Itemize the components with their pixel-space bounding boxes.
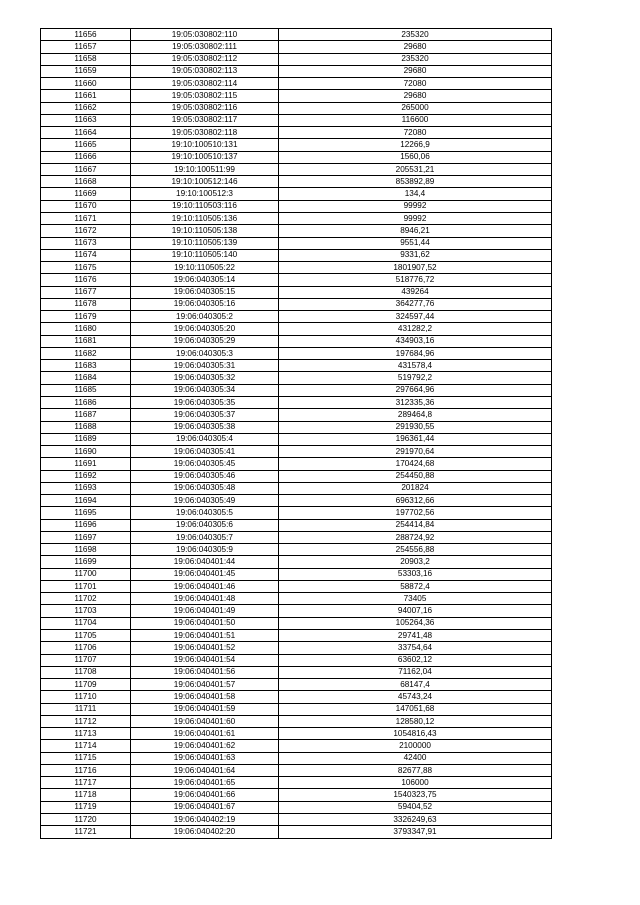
row-number-cell: 11716 <box>41 764 131 776</box>
row-number-cell: 11704 <box>41 617 131 629</box>
table-row <box>41 654 552 666</box>
row-number-cell: 11666 <box>41 151 131 163</box>
table-row <box>41 507 552 519</box>
row-number-cell: 11668 <box>41 176 131 188</box>
table-row <box>41 225 552 237</box>
value-cell: 265000 <box>279 102 552 114</box>
table-row <box>41 580 552 592</box>
value-cell: 431282,2 <box>279 323 552 335</box>
table-row <box>41 801 552 813</box>
table-row <box>41 814 552 826</box>
row-number-cell: 11710 <box>41 691 131 703</box>
value-cell: 170424,68 <box>279 458 552 470</box>
table-row <box>41 311 552 323</box>
table-row <box>41 90 552 102</box>
row-number-cell: 11693 <box>41 482 131 494</box>
table-row <box>41 752 552 764</box>
table-row <box>41 335 552 347</box>
cadastral-number-cell: 19:06:040305:6 <box>131 519 279 531</box>
row-number-cell: 11715 <box>41 752 131 764</box>
cadastral-number-cell: 19:05:030802:113 <box>131 65 279 77</box>
value-cell: 519792,2 <box>279 372 552 384</box>
value-cell: 235320 <box>279 53 552 65</box>
cadastral-number-cell: 19:06:040305:15 <box>131 286 279 298</box>
row-number-cell: 11679 <box>41 311 131 323</box>
value-cell: 71162,04 <box>279 666 552 678</box>
row-number-cell: 11691 <box>41 458 131 470</box>
row-number-cell: 11660 <box>41 78 131 90</box>
row-number-cell: 11708 <box>41 666 131 678</box>
row-number-cell: 11663 <box>41 114 131 126</box>
cadastral-number-cell: 19:06:040401:63 <box>131 752 279 764</box>
row-number-cell: 11695 <box>41 507 131 519</box>
table-row <box>41 593 552 605</box>
value-cell: 2100000 <box>279 740 552 752</box>
value-cell: 431578,4 <box>279 360 552 372</box>
value-cell: 68147,4 <box>279 679 552 691</box>
table-row <box>41 41 552 53</box>
row-number-cell: 11674 <box>41 249 131 261</box>
value-cell: 254450,88 <box>279 470 552 482</box>
value-cell: 12266,9 <box>279 139 552 151</box>
table-row <box>41 482 552 494</box>
cadastral-number-cell: 19:06:040305:3 <box>131 347 279 359</box>
table-row <box>41 65 552 77</box>
table-row <box>41 212 552 224</box>
row-number-cell: 11682 <box>41 347 131 359</box>
table-row <box>41 777 552 789</box>
cadastral-number-cell: 19:05:030802:115 <box>131 90 279 102</box>
value-cell: 147051,68 <box>279 703 552 715</box>
value-cell: 58872,4 <box>279 580 552 592</box>
cadastral-number-cell: 19:05:030802:116 <box>131 102 279 114</box>
row-number-cell: 11705 <box>41 630 131 642</box>
row-number-cell: 11661 <box>41 90 131 102</box>
cadastral-number-cell: 19:06:040305:46 <box>131 470 279 482</box>
value-cell: 439264 <box>279 286 552 298</box>
row-number-cell: 11719 <box>41 801 131 813</box>
row-number-cell: 11664 <box>41 127 131 139</box>
row-number-cell: 11711 <box>41 703 131 715</box>
value-cell: 853892,89 <box>279 176 552 188</box>
cadastral-number-cell: 19:06:040401:62 <box>131 740 279 752</box>
cadastral-number-cell: 19:10:110505:139 <box>131 237 279 249</box>
cadastral-number-cell: 19:06:040401:54 <box>131 654 279 666</box>
cadastral-number-cell: 19:06:040401:57 <box>131 679 279 691</box>
cadastral-number-cell: 19:10:100510:131 <box>131 139 279 151</box>
table-row <box>41 274 552 286</box>
cadastral-number-cell: 19:06:040305:32 <box>131 372 279 384</box>
table-row <box>41 642 552 654</box>
cadastral-number-cell: 19:06:040401:56 <box>131 666 279 678</box>
value-cell: 29680 <box>279 90 552 102</box>
cadastral-number-cell: 19:06:040401:60 <box>131 715 279 727</box>
value-cell: 116600 <box>279 114 552 126</box>
cadastral-number-cell: 19:06:040401:59 <box>131 703 279 715</box>
cadastral-number-cell: 19:06:040305:49 <box>131 495 279 507</box>
table-row <box>41 286 552 298</box>
value-cell: 9331,62 <box>279 249 552 261</box>
cadastral-number-cell: 19:06:040401:67 <box>131 801 279 813</box>
value-cell: 128580,12 <box>279 715 552 727</box>
cadastral-number-cell: 19:10:110505:140 <box>131 249 279 261</box>
table-row <box>41 519 552 531</box>
table-row <box>41 151 552 163</box>
table-body <box>41 29 552 839</box>
table-row <box>41 740 552 752</box>
value-cell: 1801907,52 <box>279 262 552 274</box>
cadastral-number-cell: 19:06:040401:45 <box>131 568 279 580</box>
cadastral-number-cell: 19:06:040401:51 <box>131 630 279 642</box>
cadastral-number-cell: 19:05:030802:111 <box>131 41 279 53</box>
row-number-cell: 11675 <box>41 262 131 274</box>
table-row <box>41 200 552 212</box>
value-cell: 82677,88 <box>279 764 552 776</box>
value-cell: 201824 <box>279 482 552 494</box>
row-number-cell: 11662 <box>41 102 131 114</box>
row-number-cell: 11656 <box>41 29 131 41</box>
table-row <box>41 29 552 41</box>
table-row <box>41 409 552 421</box>
value-cell: 324597,44 <box>279 311 552 323</box>
table-row <box>41 384 552 396</box>
row-number-cell: 11714 <box>41 740 131 752</box>
row-number-cell: 11678 <box>41 298 131 310</box>
row-number-cell: 11699 <box>41 556 131 568</box>
value-cell: 291930,55 <box>279 421 552 433</box>
row-number-cell: 11667 <box>41 163 131 175</box>
table-row <box>41 666 552 678</box>
table-row <box>41 188 552 200</box>
cadastral-number-cell: 19:06:040305:5 <box>131 507 279 519</box>
cadastral-number-cell: 19:10:110505:136 <box>131 212 279 224</box>
cadastral-number-cell: 19:10:100511:99 <box>131 163 279 175</box>
row-number-cell: 11692 <box>41 470 131 482</box>
table-row <box>41 826 552 838</box>
cadastral-number-cell: 19:06:040401:48 <box>131 593 279 605</box>
value-cell: 29741,48 <box>279 630 552 642</box>
cadastral-number-cell: 19:06:040401:46 <box>131 580 279 592</box>
table-row <box>41 703 552 715</box>
cadastral-number-cell: 19:06:040401:65 <box>131 777 279 789</box>
value-cell: 196361,44 <box>279 433 552 445</box>
cadastral-number-cell: 19:05:030802:118 <box>131 127 279 139</box>
table-row <box>41 114 552 126</box>
table-row <box>41 728 552 740</box>
table-row <box>41 249 552 261</box>
cadastral-number-cell: 19:10:110505:138 <box>131 225 279 237</box>
cadastral-number-cell: 19:10:110505:22 <box>131 262 279 274</box>
table-row <box>41 53 552 65</box>
row-number-cell: 11707 <box>41 654 131 666</box>
value-cell: 297664,96 <box>279 384 552 396</box>
value-cell: 254414,84 <box>279 519 552 531</box>
row-number-cell: 11713 <box>41 728 131 740</box>
row-number-cell: 11673 <box>41 237 131 249</box>
table-row <box>41 556 552 568</box>
value-cell: 9551,44 <box>279 237 552 249</box>
value-cell: 696312,66 <box>279 495 552 507</box>
cadastral-number-cell: 19:06:040401:44 <box>131 556 279 568</box>
value-cell: 254556,88 <box>279 544 552 556</box>
value-cell: 197684,96 <box>279 347 552 359</box>
cadastral-number-cell: 19:06:040401:50 <box>131 617 279 629</box>
cadastral-number-cell: 19:05:030802:110 <box>131 29 279 41</box>
cadastral-number-cell: 19:06:040305:34 <box>131 384 279 396</box>
table-row <box>41 764 552 776</box>
table-row <box>41 102 552 114</box>
table-row <box>41 237 552 249</box>
cadastral-number-cell: 19:06:040402:20 <box>131 826 279 838</box>
row-number-cell: 11696 <box>41 519 131 531</box>
row-number-cell: 11684 <box>41 372 131 384</box>
row-number-cell: 11694 <box>41 495 131 507</box>
table-row <box>41 789 552 801</box>
value-cell: 1560,06 <box>279 151 552 163</box>
value-cell: 73405 <box>279 593 552 605</box>
cadastral-number-cell: 19:06:040401:49 <box>131 605 279 617</box>
cadastral-number-cell: 19:06:040402:19 <box>131 814 279 826</box>
table-row <box>41 421 552 433</box>
row-number-cell: 11703 <box>41 605 131 617</box>
row-number-cell: 11697 <box>41 531 131 543</box>
cadastral-number-cell: 19:06:040305:20 <box>131 323 279 335</box>
cadastral-number-cell: 19:06:040305:14 <box>131 274 279 286</box>
table-row <box>41 531 552 543</box>
row-number-cell: 11689 <box>41 433 131 445</box>
table-row <box>41 163 552 175</box>
row-number-cell: 11700 <box>41 568 131 580</box>
value-cell: 518776,72 <box>279 274 552 286</box>
cadastral-number-cell: 19:06:040401:58 <box>131 691 279 703</box>
cadastral-number-cell: 19:06:040401:52 <box>131 642 279 654</box>
value-cell: 8946,21 <box>279 225 552 237</box>
table-row <box>41 544 552 556</box>
table-row <box>41 372 552 384</box>
row-number-cell: 11702 <box>41 593 131 605</box>
row-number-cell: 11665 <box>41 139 131 151</box>
table-row <box>41 347 552 359</box>
cadastral-number-cell: 19:06:040305:4 <box>131 433 279 445</box>
value-cell: 33754,64 <box>279 642 552 654</box>
row-number-cell: 11685 <box>41 384 131 396</box>
value-cell: 289464,8 <box>279 409 552 421</box>
value-cell: 42400 <box>279 752 552 764</box>
cadastral-number-cell: 19:05:030802:114 <box>131 78 279 90</box>
cadastral-number-cell: 19:06:040305:31 <box>131 360 279 372</box>
row-number-cell: 11659 <box>41 65 131 77</box>
table-row <box>41 691 552 703</box>
value-cell: 1054816,43 <box>279 728 552 740</box>
cadastral-number-cell: 19:06:040305:37 <box>131 409 279 421</box>
cadastral-number-cell: 19:06:040305:29 <box>131 335 279 347</box>
row-number-cell: 11677 <box>41 286 131 298</box>
value-cell: 20903,2 <box>279 556 552 568</box>
value-cell: 63602,12 <box>279 654 552 666</box>
value-cell: 134,4 <box>279 188 552 200</box>
row-number-cell: 11690 <box>41 446 131 458</box>
cadastral-number-cell: 19:06:040305:48 <box>131 482 279 494</box>
table-row <box>41 262 552 274</box>
row-number-cell: 11676 <box>41 274 131 286</box>
table-row <box>41 298 552 310</box>
cadastral-number-cell: 19:05:030802:117 <box>131 114 279 126</box>
cadastral-number-cell: 19:06:040305:38 <box>131 421 279 433</box>
value-cell: 434903,16 <box>279 335 552 347</box>
cadastral-number-cell: 19:06:040401:61 <box>131 728 279 740</box>
value-cell: 3793347,91 <box>279 826 552 838</box>
table-row <box>41 470 552 482</box>
table-row <box>41 458 552 470</box>
value-cell: 53303,16 <box>279 568 552 580</box>
table-row <box>41 715 552 727</box>
cadastral-number-cell: 19:05:030802:112 <box>131 53 279 65</box>
table-row <box>41 433 552 445</box>
row-number-cell: 11681 <box>41 335 131 347</box>
cadastral-number-cell: 19:06:040401:64 <box>131 764 279 776</box>
table-row <box>41 176 552 188</box>
cadastral-number-cell: 19:06:040305:7 <box>131 531 279 543</box>
value-cell: 288724,92 <box>279 531 552 543</box>
cadastral-number-cell: 19:06:040305:45 <box>131 458 279 470</box>
table-row <box>41 617 552 629</box>
cadastral-number-cell: 19:10:100510:137 <box>131 151 279 163</box>
row-number-cell: 11688 <box>41 421 131 433</box>
table-row <box>41 495 552 507</box>
row-number-cell: 11686 <box>41 396 131 408</box>
data-table <box>40 28 552 839</box>
cadastral-number-cell: 19:06:040305:16 <box>131 298 279 310</box>
value-cell: 105264,36 <box>279 617 552 629</box>
table-row <box>41 630 552 642</box>
table-row <box>41 568 552 580</box>
row-number-cell: 11680 <box>41 323 131 335</box>
value-cell: 205531,21 <box>279 163 552 175</box>
value-cell: 3326249,63 <box>279 814 552 826</box>
cadastral-number-cell: 19:06:040401:66 <box>131 789 279 801</box>
table-row <box>41 605 552 617</box>
value-cell: 99992 <box>279 200 552 212</box>
value-cell: 72080 <box>279 78 552 90</box>
row-number-cell: 11698 <box>41 544 131 556</box>
table-row <box>41 78 552 90</box>
value-cell: 45743,24 <box>279 691 552 703</box>
value-cell: 364277,76 <box>279 298 552 310</box>
value-cell: 291970,64 <box>279 446 552 458</box>
cadastral-number-cell: 19:06:040305:41 <box>131 446 279 458</box>
cadastral-number-cell: 19:10:100512:3 <box>131 188 279 200</box>
row-number-cell: 11718 <box>41 789 131 801</box>
value-cell: 106000 <box>279 777 552 789</box>
table-row <box>41 396 552 408</box>
row-number-cell: 11683 <box>41 360 131 372</box>
table-row <box>41 446 552 458</box>
cadastral-number-cell: 19:06:040305:35 <box>131 396 279 408</box>
row-number-cell: 11720 <box>41 814 131 826</box>
value-cell: 72080 <box>279 127 552 139</box>
row-number-cell: 11706 <box>41 642 131 654</box>
value-cell: 312335,36 <box>279 396 552 408</box>
cadastral-number-cell: 19:10:110503:116 <box>131 200 279 212</box>
row-number-cell: 11701 <box>41 580 131 592</box>
value-cell: 99992 <box>279 212 552 224</box>
row-number-cell: 11687 <box>41 409 131 421</box>
cadastral-number-cell: 19:06:040305:9 <box>131 544 279 556</box>
table-row <box>41 360 552 372</box>
value-cell: 29680 <box>279 41 552 53</box>
row-number-cell: 11721 <box>41 826 131 838</box>
table-row <box>41 127 552 139</box>
row-number-cell: 11658 <box>41 53 131 65</box>
cadastral-number-cell: 19:10:100512:146 <box>131 176 279 188</box>
row-number-cell: 11709 <box>41 679 131 691</box>
value-cell: 29680 <box>279 65 552 77</box>
row-number-cell: 11717 <box>41 777 131 789</box>
value-cell: 94007,16 <box>279 605 552 617</box>
row-number-cell: 11669 <box>41 188 131 200</box>
row-number-cell: 11712 <box>41 715 131 727</box>
value-cell: 197702,56 <box>279 507 552 519</box>
table-row <box>41 323 552 335</box>
row-number-cell: 11657 <box>41 41 131 53</box>
value-cell: 59404,52 <box>279 801 552 813</box>
row-number-cell: 11672 <box>41 225 131 237</box>
value-cell: 235320 <box>279 29 552 41</box>
row-number-cell: 11671 <box>41 212 131 224</box>
row-number-cell: 11670 <box>41 200 131 212</box>
table-row <box>41 139 552 151</box>
cadastral-number-cell: 19:06:040305:2 <box>131 311 279 323</box>
table-row <box>41 679 552 691</box>
value-cell: 1540323,75 <box>279 789 552 801</box>
